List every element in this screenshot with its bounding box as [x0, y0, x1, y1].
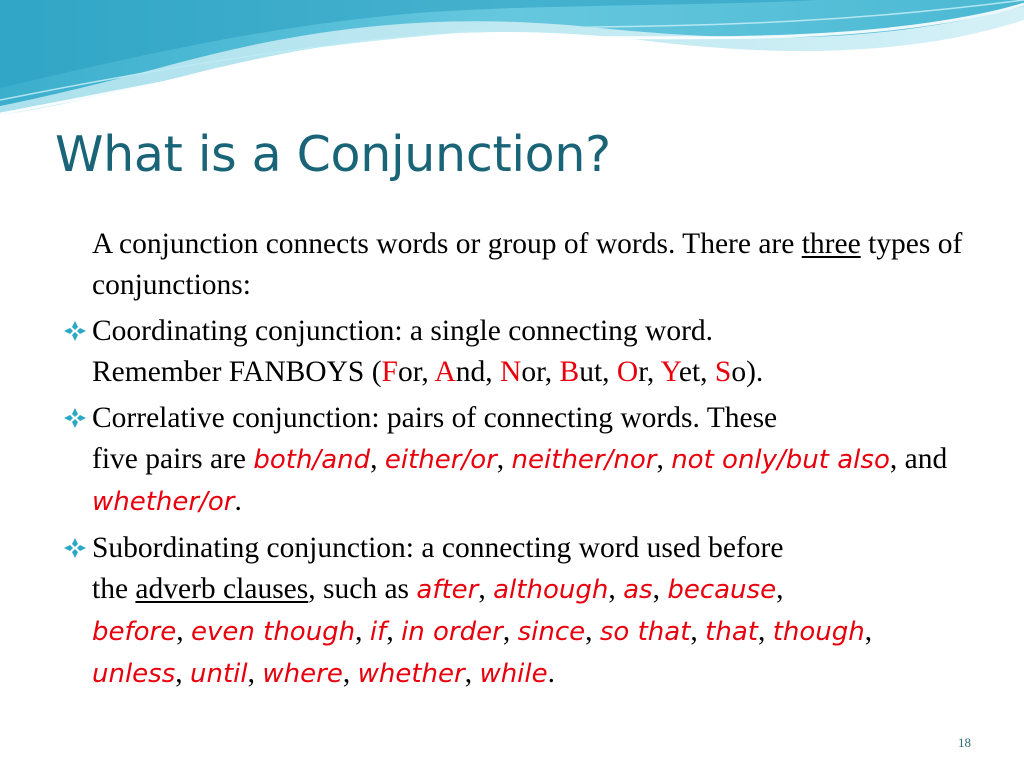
page-number: 18: [958, 735, 971, 750]
fanboys-rest: r: [638, 356, 647, 388]
fanboys-rest: nd: [455, 356, 486, 388]
header-wave-decoration: [0, 0, 1024, 130]
subordinating-word: where: [262, 659, 343, 689]
fanboys-letter: F: [381, 356, 398, 388]
subordinating-word: since: [517, 617, 586, 647]
subordinating-word: because: [667, 575, 777, 605]
subordinating-word: before: [92, 617, 177, 647]
bullet-correlative: Correlative conjunction: pairs of connecting words. These five pairs are both/and, either/or, neither/nor, not only/but also, and whether/or.: [60, 398, 970, 523]
diamond-bullet-icon: [62, 537, 88, 559]
fanboys-letter: N: [500, 356, 522, 388]
subordinating-word: although: [493, 575, 609, 605]
subordinating-word: whether: [357, 659, 465, 689]
subordinating-text-2: the: [92, 573, 136, 605]
fanboys-rest: ut: [579, 356, 603, 388]
slide-body: [60, 224, 970, 700]
bullet-subordinating: Subordinating conjunction: a connecting word used before the adverb clauses, such as after, although, as, because, before, even though, if, in order, since, so that, that, though, unless, until, where, whether, while.: [60, 528, 970, 695]
correlative-end: .: [234, 485, 242, 517]
fanboys-rest: or: [521, 356, 545, 388]
subordinating-word: though: [772, 617, 865, 647]
subordinating-word: while: [479, 659, 548, 689]
adverb-clauses-underlined: adverb clauses: [135, 573, 309, 605]
subordinating-word: until: [190, 659, 248, 689]
correlative-pair: both/and: [253, 445, 371, 475]
bullet-coordinating: Coordinating conjunction: a single connecting word. Remember FANBOYS (For, And, Nor, But, Or, Yet, So).: [60, 311, 970, 393]
fanboys-rest: or: [397, 356, 422, 388]
subordinating-word: that: [705, 617, 758, 647]
coordinating-text: Coordinating conjunction: a single connecting word.: [92, 315, 714, 347]
subordinating-such-as: , such as: [308, 573, 417, 605]
fanboys-rest: o: [731, 356, 747, 388]
correlative-text: Correlative conjunction: pairs of connecting words. These: [92, 402, 778, 434]
fanboys-letter: Y: [660, 356, 679, 388]
intro-text: A conjunction connects words or group of words. There are: [92, 228, 795, 260]
subordinating-word: if: [369, 617, 387, 647]
fanboys-letter: A: [434, 356, 456, 388]
subordinating-word: so that: [599, 617, 691, 647]
subordinating-end: .: [547, 657, 555, 689]
fanboys-close: ).: [746, 356, 764, 388]
fanboys-letter: O: [616, 356, 639, 388]
subordinating-text: Subordinating conjunction: a connecting word used before: [92, 532, 784, 564]
subordinating-word: even though: [191, 617, 356, 647]
coordinating-fanboys-prefix: Remember FANBOYS (: [92, 356, 382, 388]
diamond-bullet-icon: [62, 320, 88, 342]
subordinating-word: in order: [401, 617, 503, 647]
fanboys-rest: et: [678, 356, 701, 388]
intro-paragraph: [60, 224, 970, 306]
correlative-pair: not only/but also: [671, 445, 890, 475]
subordinating-word: as: [623, 575, 653, 605]
subordinating-word: unless: [92, 659, 176, 689]
correlative-pair: neither/nor: [511, 445, 657, 475]
fanboys-letter: B: [559, 356, 580, 388]
subordinating-word: after: [416, 575, 479, 605]
slide-title: What is a Conjunction?: [55, 126, 611, 183]
intro-underlined-word: three: [801, 228, 861, 260]
correlative-and: , and: [889, 443, 948, 475]
fanboys-letter: S: [714, 356, 732, 388]
diamond-bullet-icon: [62, 407, 88, 429]
correlative-pair: either/or: [384, 445, 497, 475]
correlative-text-2: five pairs are: [92, 443, 254, 475]
intro-text-end: types of conjunctions:: [92, 228, 963, 301]
correlative-pair: whether/or: [92, 487, 235, 517]
